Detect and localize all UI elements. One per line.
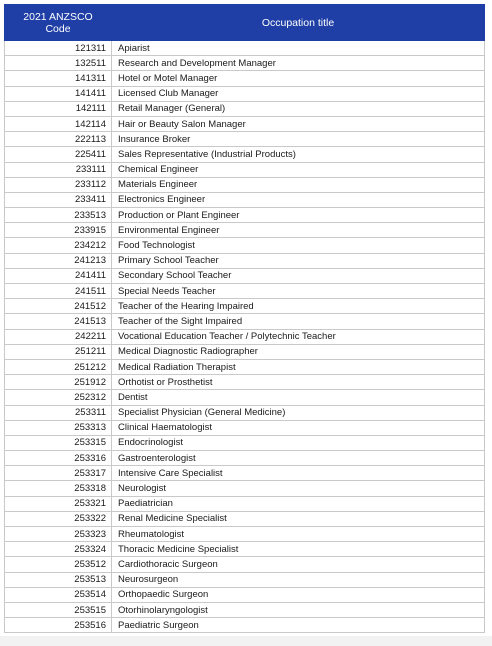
anzsco-code-cell: 233411	[5, 192, 112, 207]
anzsco-code-cell: 253318	[5, 481, 112, 496]
occupation-title-cell: Primary School Teacher	[112, 253, 485, 268]
table-row	[5, 116, 485, 131]
table-row	[5, 496, 485, 511]
table-row	[5, 101, 485, 116]
occupation-title-cell: Electronics Engineer	[112, 192, 485, 207]
anzsco-code-cell: 253323	[5, 527, 112, 542]
table-row	[5, 390, 485, 405]
anzsco-code-cell: 252312	[5, 390, 112, 405]
anzsco-code-cell: 251212	[5, 359, 112, 374]
anzsco-code-cell: 132511	[5, 56, 112, 71]
table-body	[5, 41, 485, 633]
occupation-title-cell: Licensed Club Manager	[112, 86, 485, 101]
table-row	[5, 56, 485, 71]
anzsco-code-cell: 253515	[5, 602, 112, 617]
occupation-title-cell: Teacher of the Sight Impaired	[112, 314, 485, 329]
header-title-cell: Occupation title	[112, 5, 485, 41]
occupation-title-cell: Neurosurgeon	[112, 572, 485, 587]
occupation-title-cell: Production or Plant Engineer	[112, 208, 485, 223]
occupation-table	[4, 4, 485, 633]
table-row	[5, 451, 485, 466]
table-row	[5, 542, 485, 557]
table-row	[5, 71, 485, 86]
table-row	[5, 299, 485, 314]
table-row	[5, 192, 485, 207]
table-row	[5, 375, 485, 390]
anzsco-code-cell: 253313	[5, 420, 112, 435]
anzsco-code-cell: 141411	[5, 86, 112, 101]
occupation-title-cell: Renal Medicine Specialist	[112, 511, 485, 526]
anzsco-code-cell: 241213	[5, 253, 112, 268]
occupation-title-cell: Clinical Haematologist	[112, 420, 485, 435]
table-row	[5, 177, 485, 192]
table-row	[5, 329, 485, 344]
occupation-title-cell: Intensive Care Specialist	[112, 466, 485, 481]
table-row	[5, 132, 485, 147]
table-row	[5, 253, 485, 268]
occupation-title-cell: Orthotist or Prosthetist	[112, 375, 485, 390]
table-row	[5, 557, 485, 572]
table-row	[5, 527, 485, 542]
table-row	[5, 344, 485, 359]
table-row	[5, 572, 485, 587]
anzsco-code-cell: 253512	[5, 557, 112, 572]
anzsco-code-cell: 233513	[5, 208, 112, 223]
occupation-title-cell: Medical Diagnostic Radiographer	[112, 344, 485, 359]
occupation-title-cell: Medical Radiation Therapist	[112, 359, 485, 374]
occupation-title-cell: Hair or Beauty Salon Manager	[112, 116, 485, 131]
anzsco-code-cell: 234212	[5, 238, 112, 253]
table-row	[5, 511, 485, 526]
occupation-title-cell: Cardiothoracic Surgeon	[112, 557, 485, 572]
anzsco-code-cell: 253315	[5, 435, 112, 450]
anzsco-code-cell: 253516	[5, 618, 112, 633]
anzsco-code-cell: 241512	[5, 299, 112, 314]
anzsco-code-cell: 142111	[5, 101, 112, 116]
anzsco-code-cell: 241411	[5, 268, 112, 283]
anzsco-code-cell: 251912	[5, 375, 112, 390]
anzsco-code-cell: 241513	[5, 314, 112, 329]
anzsco-code-cell: 233111	[5, 162, 112, 177]
table-row	[5, 359, 485, 374]
anzsco-code-cell: 142114	[5, 116, 112, 131]
table-row	[5, 420, 485, 435]
anzsco-code-cell: 253324	[5, 542, 112, 557]
table-row	[5, 618, 485, 633]
occupation-title-cell: Environmental Engineer	[112, 223, 485, 238]
occupation-title-cell: Vocational Education Teacher / Polytechnic Teacher	[112, 329, 485, 344]
anzsco-code-cell: 242211	[5, 329, 112, 344]
table-row	[5, 314, 485, 329]
anzsco-code-cell: 253311	[5, 405, 112, 420]
anzsco-code-cell: 253316	[5, 451, 112, 466]
occupation-title-cell: Hotel or Motel Manager	[112, 71, 485, 86]
anzsco-code-cell: 225411	[5, 147, 112, 162]
table-row	[5, 284, 485, 299]
table-row	[5, 435, 485, 450]
table-row	[5, 223, 485, 238]
anzsco-code-cell: 121311	[5, 41, 112, 56]
occupation-title-cell: Thoracic Medicine Specialist	[112, 542, 485, 557]
occupation-title-cell: Special Needs Teacher	[112, 284, 485, 299]
header-code-line1: 2021 ANZSCO	[23, 10, 93, 23]
page-bottom-strip	[0, 636, 492, 646]
occupation-title-cell: Teacher of the Hearing Impaired	[112, 299, 485, 314]
occupation-title-cell: Secondary School Teacher	[112, 268, 485, 283]
header-row	[5, 5, 485, 41]
occupation-title-cell: Paediatrician	[112, 496, 485, 511]
anzsco-code-cell: 253317	[5, 466, 112, 481]
occupation-title-cell: Materials Engineer	[112, 177, 485, 192]
anzsco-code-cell: 241511	[5, 284, 112, 299]
occupation-title-cell: Insurance Broker	[112, 132, 485, 147]
occupation-title-cell: Chemical Engineer	[112, 162, 485, 177]
occupation-title-cell: Gastroenterologist	[112, 451, 485, 466]
occupation-title-cell: Specialist Physician (General Medicine)	[112, 405, 485, 420]
anzsco-code-cell: 251211	[5, 344, 112, 359]
table-row	[5, 147, 485, 162]
header-code-cell	[5, 5, 112, 41]
table-row	[5, 238, 485, 253]
table-row	[5, 602, 485, 617]
occupation-title-cell: Paediatric Surgeon	[112, 618, 485, 633]
table-row	[5, 208, 485, 223]
occupation-title-cell: Dentist	[112, 390, 485, 405]
occupation-title-cell: Sales Representative (Industrial Products)	[112, 147, 485, 162]
occupation-title-cell: Research and Development Manager	[112, 56, 485, 71]
occupation-title-cell: Rheumatologist	[112, 527, 485, 542]
occupation-title-cell: Orthopaedic Surgeon	[112, 587, 485, 602]
anzsco-code-cell: 253514	[5, 587, 112, 602]
occupation-title-cell: Otorhinolaryngologist	[112, 602, 485, 617]
anzsco-code-cell: 233112	[5, 177, 112, 192]
occupation-title-cell: Retail Manager (General)	[112, 101, 485, 116]
occupation-title-cell: Neurologist	[112, 481, 485, 496]
occupation-title-cell: Endocrinologist	[112, 435, 485, 450]
table-row	[5, 41, 485, 56]
table-row	[5, 466, 485, 481]
table-row	[5, 268, 485, 283]
occupation-title-cell: Apiarist	[112, 41, 485, 56]
table-row	[5, 587, 485, 602]
table-row	[5, 481, 485, 496]
header-code-line2: Code	[45, 22, 71, 35]
anzsco-code-cell: 253321	[5, 496, 112, 511]
anzsco-code-cell: 222113	[5, 132, 112, 147]
table-header	[5, 5, 485, 41]
table-row	[5, 405, 485, 420]
anzsco-code-cell: 233915	[5, 223, 112, 238]
table-row	[5, 86, 485, 101]
anzsco-code-cell: 253513	[5, 572, 112, 587]
table-row	[5, 162, 485, 177]
anzsco-code-cell: 253322	[5, 511, 112, 526]
occupation-title-cell: Food Technologist	[112, 238, 485, 253]
anzsco-code-cell: 141311	[5, 71, 112, 86]
